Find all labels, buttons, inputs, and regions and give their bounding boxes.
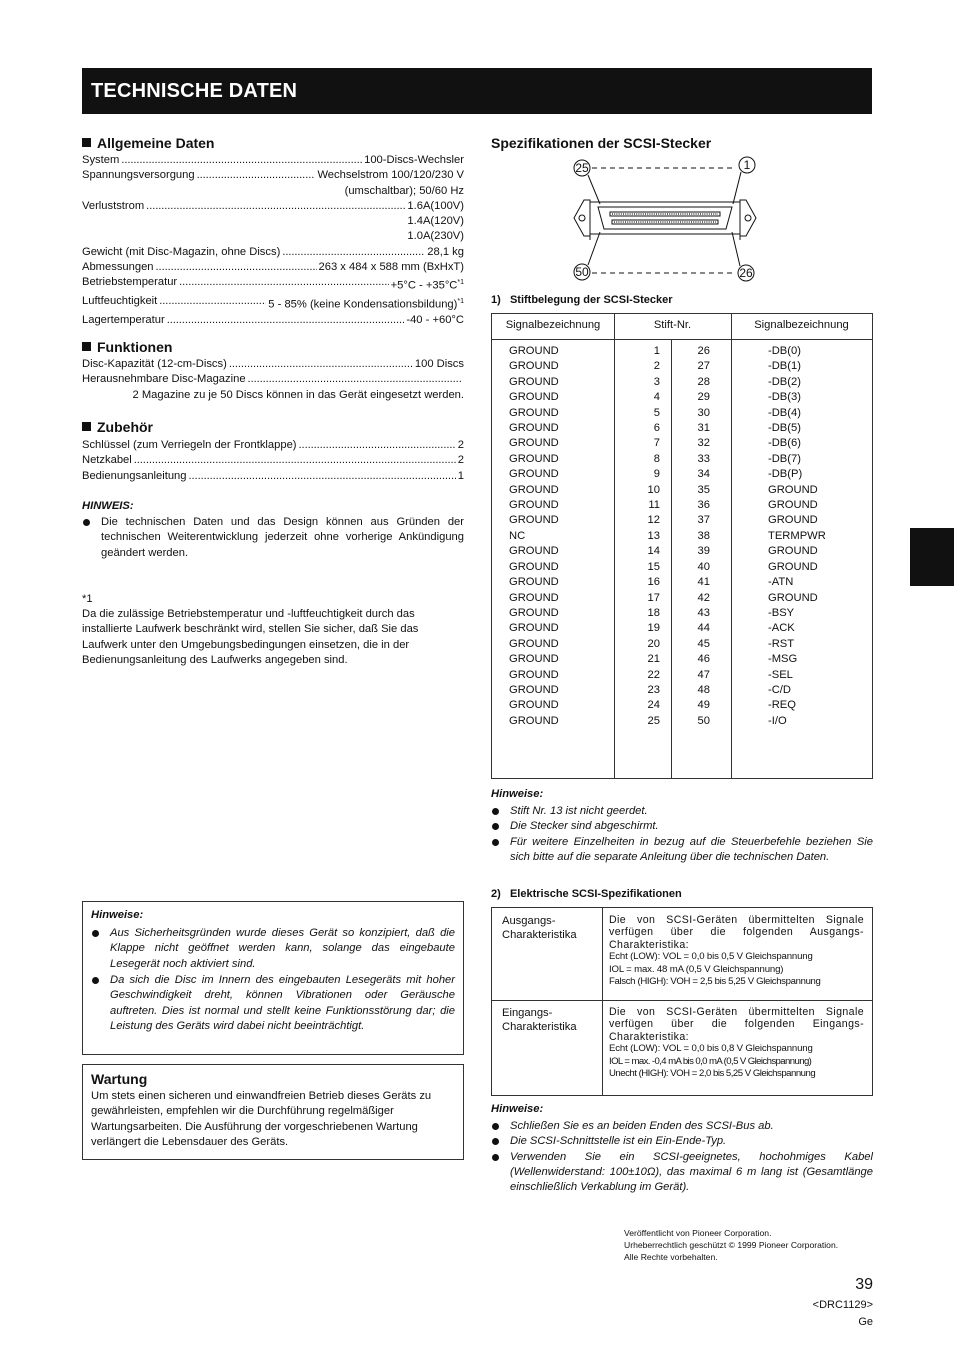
pin-number-right: 47 <box>697 668 710 681</box>
pin-number-right: 45 <box>697 637 710 650</box>
pin-number-left: 10 <box>647 483 660 496</box>
pin-number-right: 48 <box>697 683 710 696</box>
pin-signal-right: -DB(2) <box>768 375 801 388</box>
pin-signal-left: GROUND <box>509 637 559 650</box>
pin-number-right: 49 <box>697 699 710 712</box>
pin-signal-left: GROUND <box>509 406 559 419</box>
pin-signal-left: GROUND <box>509 653 559 666</box>
pin-signal-left: GROUND <box>509 360 559 373</box>
pin-signal-right: GROUND <box>768 545 818 558</box>
pin-number-right: 44 <box>697 622 710 635</box>
pin-number-left: 21 <box>647 653 660 666</box>
pin-signal-left: NC <box>509 529 526 542</box>
pin-signal-left: GROUND <box>509 468 559 481</box>
footnote-text: Da die zulässige Betriebstemperatur und -luftfeuchtigkeit durch das installierte Laufwerk beschränkt wird, stellen Sie sicher, daß Sie das Laufwerk unter den Umgebungsbedingungen einsetzen, die in der Bedienungsanleitung des Laufwerks angegeben sind. <box>82 608 419 666</box>
spec-row-consumption: Verluststrom . . . 1.6A(100V) <box>82 199 464 214</box>
pin-number-right: 31 <box>697 422 710 435</box>
spec-row-manual: Bedienungsanleitung . . . 1 <box>82 469 464 484</box>
pin25-label: 25 <box>575 161 589 175</box>
pin-signal-right: -SEL <box>768 668 793 681</box>
pin-signal-right: -BSY <box>768 606 795 619</box>
pin-number-left: 20 <box>647 637 660 650</box>
pin-number-right: 28 <box>697 375 710 388</box>
pin-signal-right: -REQ <box>768 699 796 712</box>
pin-number-left: 12 <box>647 514 660 527</box>
pin-number-right: 29 <box>697 391 710 404</box>
pin-number-left: 3 <box>653 375 660 388</box>
pin-signal-left: GROUND <box>509 714 559 727</box>
pin-signal-right: -RST <box>768 637 795 650</box>
pin-signal-left: GROUND <box>509 545 559 558</box>
pin-number-left: 13 <box>647 529 660 542</box>
pin-signal-left: GROUND <box>509 375 559 388</box>
scsi-connector-diagram <box>560 152 775 284</box>
publisher-line-3: Alle Rechte vorbehalten. <box>624 1252 718 1262</box>
section-tab <box>910 528 954 586</box>
pin-number-right: 32 <box>697 437 710 450</box>
square-bullet-icon <box>82 342 91 351</box>
pins-header-right: Signalbezeichnung <box>754 319 849 331</box>
pin-signal-right: GROUND <box>768 591 818 604</box>
elec-note-3: Verwenden Sie ein SCSI-geeignetes, hochohmiges Kabel (Wellenwiderstand: 100±10Ω), das maximal 6 m lang ist (Gesamtlänge einschließlich Verkablung im Gerät). <box>491 1150 873 1196</box>
pin-number-right: 39 <box>697 545 710 558</box>
elec-title: 2) Elektrische SCSI-Spezifikationen <box>491 888 682 900</box>
maintenance-text: Um stets einen sicheren und einwandfreien Betrieb dieses Geräts zu gewährleisten, empfehlen wir die Durchführung regelmäßiger Wartungsarbeiten. Die Ausführung der vorgeschriebenen Wartung verlängert die Lebensdauer des Geräts. <box>91 1090 432 1148</box>
pin-signal-left: GROUND <box>509 576 559 589</box>
spec-consumption-120: 1.4A(120V) <box>407 215 464 228</box>
pin-number-right: 30 <box>697 406 710 419</box>
pin-number-right: 33 <box>697 452 710 465</box>
pin-signal-left: GROUND <box>509 452 559 465</box>
pin-signal-right: GROUND <box>768 560 818 573</box>
language-code: Ge <box>858 1316 873 1328</box>
pin-signal-left: GROUND <box>509 560 559 573</box>
pin-number-left: 4 <box>653 391 660 404</box>
square-bullet-icon <box>82 138 91 147</box>
pin-number-left: 6 <box>653 422 660 435</box>
pin-signal-right: -DB(P) <box>768 468 803 481</box>
pin-signal-left: GROUND <box>509 391 559 404</box>
pin-signal-left: GROUND <box>509 514 559 527</box>
page-number: 39 <box>855 1276 873 1293</box>
elec-note-2: Die SCSI-Schnittstelle ist ein Ein-Ende-Typ. <box>491 1134 873 1149</box>
pin-number-right: 36 <box>697 499 710 512</box>
spec-row-magazines: Herausnehmbare Disc-Magazine . . . <box>82 372 464 387</box>
spec-row-weight: Gewicht (mit Disc-Magazin, ohne Discs) . . . 28,1 kg <box>82 245 464 260</box>
pin-number-left: 17 <box>647 591 660 604</box>
pin-signal-right: -DB(4) <box>768 406 801 419</box>
publisher-line-1: Veröffentlicht von Pioneer Corporation. <box>624 1228 772 1238</box>
pin-number-left: 18 <box>647 606 660 619</box>
pin-number-left: 22 <box>647 668 660 681</box>
page-title: TECHNISCHE DATEN <box>91 80 298 102</box>
elec-in-label: Eingangs- Charakteristika <box>502 1007 577 1033</box>
safety-box <box>82 901 464 1055</box>
pin-signal-left: GROUND <box>509 622 559 635</box>
pin-number-right: 40 <box>697 560 710 573</box>
pin-number-left: 9 <box>653 468 660 481</box>
pin-signal-left: GROUND <box>509 499 559 512</box>
pin-signal-right: -DB(0) <box>768 345 801 357</box>
functions-heading: Funktionen <box>82 339 172 355</box>
pin50-label: 50 <box>575 265 589 279</box>
pin-number-left: 2 <box>653 360 660 373</box>
pin-number-right: 26 <box>697 345 710 357</box>
pins-notes <box>491 804 873 865</box>
pins-col-right <box>768 344 868 729</box>
pin-number-left: 1 <box>653 345 660 357</box>
pin-signal-left: GROUND <box>509 606 559 619</box>
pin-number-right: 27 <box>697 360 710 373</box>
footnote-mark: *1 <box>82 593 93 605</box>
pin-signal-right: GROUND <box>768 483 818 496</box>
elec-out-label: Ausgangs- Charakteristika <box>502 915 577 941</box>
pin-signal-right: TERMPWR <box>768 529 826 542</box>
pins-header-num: Stift-Nr. <box>653 319 692 331</box>
safety-heading: Hinweise: <box>91 909 144 921</box>
spec-row-key: Schlüssel (zum Verriegeln der Frontklappe) . . . 2 <box>82 438 464 453</box>
pins-notes-heading: Hinweise: <box>491 788 544 800</box>
page-header <box>82 68 872 114</box>
elec-table <box>491 907 873 1096</box>
pin-number-left: 5 <box>653 406 660 419</box>
pin-number-right: 38 <box>697 529 710 542</box>
pins-col-num1 <box>622 344 660 729</box>
pin26-label: 26 <box>739 266 753 280</box>
pin-signal-left: GROUND <box>509 683 559 696</box>
pin-number-right: 50 <box>697 714 710 727</box>
pin-signal-left: GROUND <box>509 437 559 450</box>
pin1-label: 1 <box>743 158 751 172</box>
functions-specs <box>82 357 464 403</box>
spec-power-cont: (umschaltbar); 50/60 Hz <box>344 184 464 197</box>
pin-number-right: 43 <box>697 606 710 619</box>
scsi-heading: Spezifikationen der SCSI-Stecker <box>491 135 712 151</box>
pin-number-left: 11 <box>648 499 660 512</box>
pin-signal-right: -DB(1) <box>768 360 801 373</box>
pin-number-right: 41 <box>697 576 710 589</box>
safety-item-2: Da sich die Disc im Innern des eingebauten Lesegeräts mit hoher Geschwindigkeit dreht, können Vibrationen oder Geräusche auftreten. Dies ist normal und stellt keine Funktionsstörung dar; die Leistung des Geräts wird dabei nicht beeinträchtigt. <box>91 973 455 1034</box>
elec-note-1: Schließen Sie es an beiden Enden des SCSI-Bus ab. <box>491 1119 873 1134</box>
pin-signal-right: -ATN <box>768 576 794 589</box>
pin-number-right: 35 <box>697 483 710 496</box>
elec-in-text: Die von SCSI-Geräten übermittelten Signale verfügen über die folgenden Eingangs-Charakteristika: Echt (LOW): VOL = 0,0 bis 0,8 V Gleichspannung IOL = max. -0,4 mA bis 0,0 mA (0,5 V Gleichspannung) Unecht (HIGH): VOH = 2,0 bis 5,25 V Gleichspannung <box>609 1006 864 1079</box>
pin-number-right: 42 <box>697 591 710 604</box>
elec-out-text: Die von SCSI-Geräten übermittelten Signale verfügen über die folgenden Ausgangs-Charakteristika: Echt (LOW): VOL = 0,0 bis 0,5 V Gleichspannung IOL = max. 48 mA (0,5 V Gleichspannung) Falsch (HIGH): VOH = 2,5 bis 5,25 V Gleichspannung <box>609 914 864 987</box>
publisher-line-2: Urheberrechtlich geschützt © 1999 Pioneer Corporation. <box>624 1240 839 1250</box>
pin-signal-right: GROUND <box>768 499 818 512</box>
pin-signal-right: -I/O <box>768 714 787 727</box>
pins-table <box>491 313 873 779</box>
square-bullet-icon <box>82 422 91 431</box>
note-heading: HINWEIS: <box>82 500 134 512</box>
pin-number-right: 46 <box>697 653 710 666</box>
spec-row-capacity: Disc-Kapazität (12-cm-Discs) . . . 100 Discs <box>82 357 464 372</box>
pins-col-left <box>509 344 609 729</box>
pin-signal-left: GROUND <box>509 422 559 435</box>
pin-number-left: 19 <box>647 622 660 635</box>
spec-row-humidity: Luftfeuchtigkeit . . . 5 - 85% (keine Kondensationsbildung)$^{*1}$ <box>82 294 464 313</box>
spec-row-system: System . . . 100-Discs-Wechsler <box>82 153 464 168</box>
pin-number-left: 16 <box>647 576 660 589</box>
spec-row-optemp: Betriebstemperatur . . . $+5^\circ C - +35^\circ C^{*1}$ <box>82 275 464 294</box>
pin-signal-right: -MSG <box>768 653 798 666</box>
document-code: <DRC1129> <box>812 1299 873 1311</box>
safety-item-1: Aus Sicherheitsgründen wurde dieses Gerät so konzipiert, daß die Klappe nicht geöffnet werden kann, solange das eingebaute Lesegerät noch aktiviert sind. <box>91 926 455 972</box>
pins-title: 1) Stiftbelegung der SCSI-Stecker <box>491 294 673 306</box>
publisher-info <box>624 1227 838 1263</box>
pin-signal-left: GROUND <box>509 668 559 681</box>
pin-signal-right: -ACK <box>768 622 795 635</box>
pin-signal-right: -C/D <box>768 683 791 696</box>
pin-number-left: 8 <box>653 452 660 465</box>
pin-signal-right: -DB(5) <box>768 422 801 435</box>
maintenance-heading: Wartung <box>91 1071 148 1087</box>
pin-signal-right: GROUND <box>768 514 818 527</box>
spec-consumption-230: 1.0A(230V) <box>407 230 464 243</box>
spec-row-power: Spannungsversorgung . . . Wechselstrom 100/120/230 V <box>82 168 464 183</box>
pin-number-left: 7 <box>653 437 660 450</box>
general-heading: Allgemeine Daten <box>82 135 214 151</box>
pin-number-left: 15 <box>647 560 660 573</box>
pin-number-right: 34 <box>697 468 710 481</box>
pin-signal-right: -DB(3) <box>768 391 801 404</box>
spec-row-storage: Lagertemperatur . . . -40 - +60°C <box>82 313 464 328</box>
pin-number-left: 23 <box>647 683 660 696</box>
pin-signal-right: -DB(7) <box>768 452 801 465</box>
spec-row-cable: Netzkabel . . . 2 <box>82 453 464 468</box>
pins-col-num2 <box>672 344 710 729</box>
pins-note-2: Die Stecker sind abgeschirmt. <box>491 819 873 834</box>
elec-notes-heading: Hinweise: <box>491 1103 544 1115</box>
pin-signal-left: GROUND <box>509 483 559 496</box>
pin-number-right: 37 <box>697 514 710 527</box>
pins-note-1: Stift Nr. 13 ist nicht geerdet. <box>491 804 873 819</box>
maintenance-box <box>82 1064 464 1160</box>
pin-signal-right: -DB(6) <box>768 437 801 450</box>
accessories-heading: Zubehör <box>82 419 153 435</box>
pin-number-left: 24 <box>647 699 660 712</box>
general-specs <box>82 153 464 329</box>
pins-header-left: Signalbezeichnung <box>505 319 601 331</box>
pin-number-left: 14 <box>647 545 660 558</box>
pin-signal-left: GROUND <box>509 699 559 712</box>
pins-note-3: Für weitere Einzelheiten in bezug auf die Steuerbefehle beziehen Sie sich bitte auf die separate Anleitung über die technischen Daten. <box>491 835 873 866</box>
pin-number-left: 25 <box>647 714 660 727</box>
spec-magazines-note: 2 Magazine zu je 50 Discs können in das Gerät eingesetzt werden. <box>132 388 464 401</box>
accessories-specs <box>82 438 464 484</box>
elec-notes <box>491 1119 873 1195</box>
note-text: Die technischen Daten und das Design können aus Gründen der technischen Weiterentwicklung jederzeit ohne vorherige Ankündigung geändert werden. <box>82 515 464 561</box>
spec-row-dimensions: Abmessungen . . . 263 x 484 x 588 mm (BxHxT) <box>82 260 464 275</box>
pin-signal-left: GROUND <box>509 591 559 604</box>
pin-signal-left: GROUND <box>509 345 559 357</box>
